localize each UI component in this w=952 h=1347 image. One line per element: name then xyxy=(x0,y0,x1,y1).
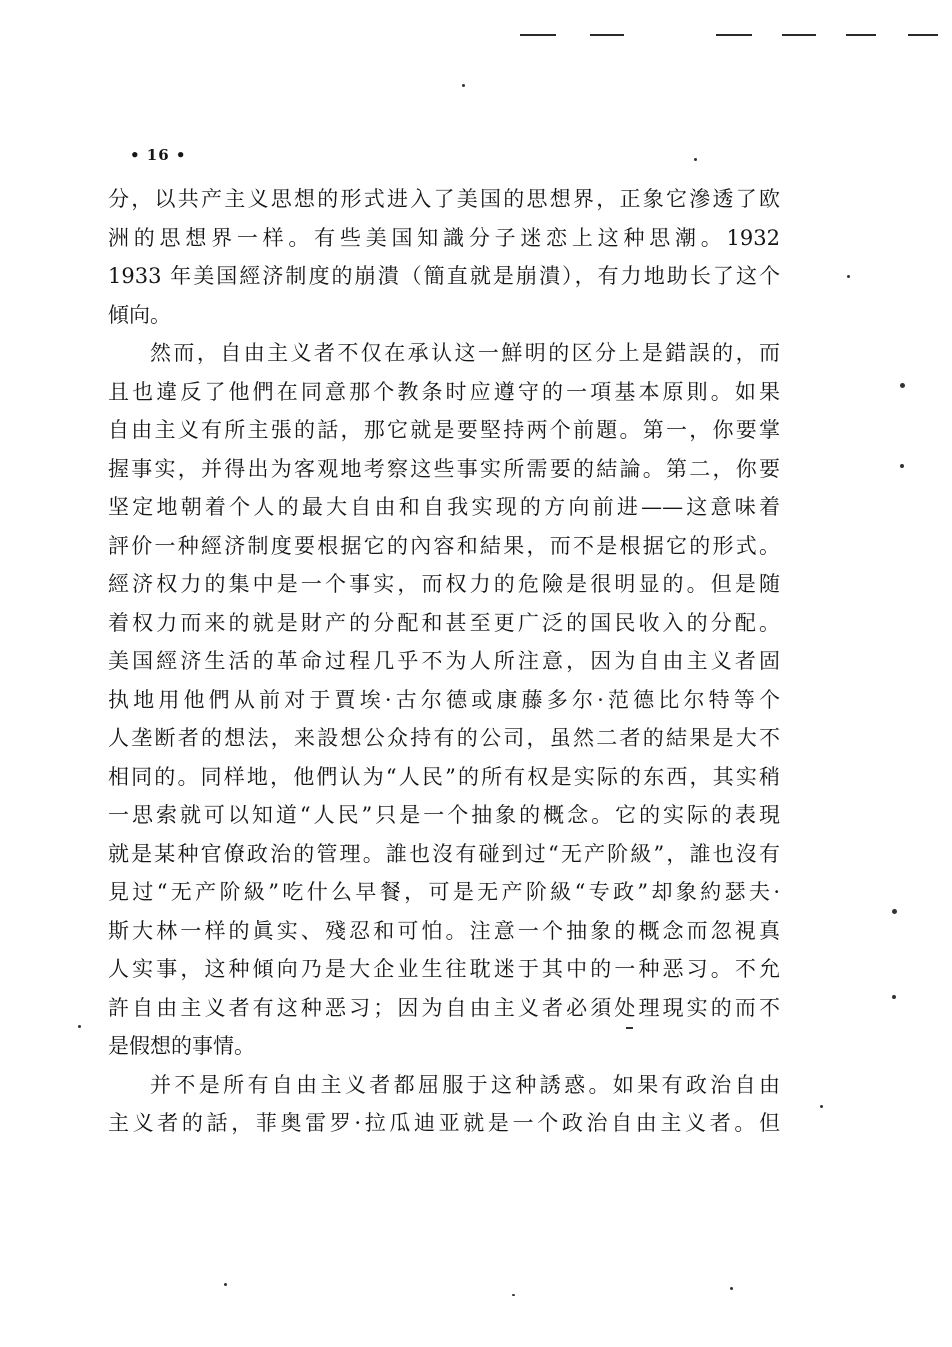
scan-speck xyxy=(900,383,905,388)
text-line: 执地用他們从前对于賈埃·古尔德或康藤多尔·范德比尔特等个 xyxy=(108,687,780,712)
scan-speck xyxy=(512,1294,515,1296)
header-rule-fragment xyxy=(520,34,556,36)
text-line: 人垄断者的想法，来設想公众持有的公司，虽然二者的結果是大不 xyxy=(108,726,780,750)
text-line: 美国經济生活的革命过程几乎不为人所注意，因为自由主义者固 xyxy=(108,649,780,673)
scan-speck xyxy=(462,84,465,87)
text-line: 經济权力的集中是一个事实，而权力的危險是很明显的。但是随 xyxy=(108,572,780,596)
text-line: 并不是所有自由主义者都屈服于这种誘惑。如果有政治自由 xyxy=(150,1072,780,1097)
header-rule-fragment xyxy=(846,34,876,36)
scan-speck xyxy=(730,1287,733,1290)
scan-speck xyxy=(847,275,850,278)
body-text xyxy=(108,180,780,1143)
text-line: 自由主义有所主張的話，那它就是要堅持两个前題。第一，你要掌 xyxy=(108,418,780,442)
text-line: 然而，自由主义者不仅在承认这一鮮明的区分上是錯誤的，而 xyxy=(150,341,780,365)
header-rule-fragment xyxy=(590,34,624,36)
text-line: 分，以共产主义思想的形式进入了美国的思想界，正象它滲透了欧 xyxy=(108,187,780,211)
text-line: 人实事，这种傾向乃是大企业生往耽迷于其中的一种恶习。不允 xyxy=(108,957,780,981)
text-line: 是假想的事情。 xyxy=(108,1034,255,1058)
scan-speck xyxy=(892,909,897,914)
scan-speck xyxy=(78,1025,81,1028)
text-line: 握事实，并得出为客观地考察这些事实所需要的結論。第二，你要 xyxy=(108,456,780,481)
scan-speck xyxy=(892,995,896,999)
text-line: 就是某种官僚政治的管理。誰也沒有碰到过“无产阶級”，誰也沒有 xyxy=(108,841,780,866)
text-line: 評价一种經济制度要根据它的內容和結果，而不是根据它的形式。 xyxy=(108,533,780,558)
scan-speck xyxy=(820,1105,823,1108)
scan-speck xyxy=(694,158,697,161)
text-line: 主义者的話，菲奥雷罗·拉瓜迪亚就是一个政治自由主义者。但 xyxy=(108,1111,780,1135)
text-line: 傾向。 xyxy=(108,302,171,327)
text-line: 着权力而来的就是財产的分配和甚至更广泛的国民收入的分配。 xyxy=(108,610,780,635)
page-number: • 16 • xyxy=(130,146,187,164)
text-line: 1933 年美国經济制度的崩潰（簡直就是崩潰），有力地助长了这个 xyxy=(108,264,780,288)
text-line: 一思索就可以知道“人民”只是一个抽象的概念。它的实际的表現 xyxy=(108,803,780,827)
header-rule-fragment xyxy=(908,34,938,36)
text-line: 斯大林一样的眞实、殘忍和可怕。注意一个抽象的概念而忽視真 xyxy=(108,918,780,943)
text-line: 且也違反了他們在同意那个教条时应遵守的一項基本原則。如果 xyxy=(108,379,780,404)
text-line: 許自由主义者有这种恶习；因为自由主义者必須处理現实的而不 xyxy=(108,995,780,1020)
scan-speck xyxy=(900,464,904,468)
text-line: 洲的思想界一样。有些美国知識分子迷恋上这种思潮。1932 xyxy=(108,225,780,250)
text-line: 相同的。同样地，他們认为“人民”的所有权是实际的东西，其实稍 xyxy=(108,764,780,789)
text-line: 坚定地朝着个人的最大自由和自我实现的方向前进——这意味着 xyxy=(108,495,780,519)
header-rule-fragment xyxy=(716,34,752,36)
text-line: 見过“无产阶級”吃什么早餐，可是无产阶級“专政”却象約瑟夫· xyxy=(108,880,780,904)
scan-speck xyxy=(224,1283,227,1286)
header-rule-fragment xyxy=(782,34,816,36)
